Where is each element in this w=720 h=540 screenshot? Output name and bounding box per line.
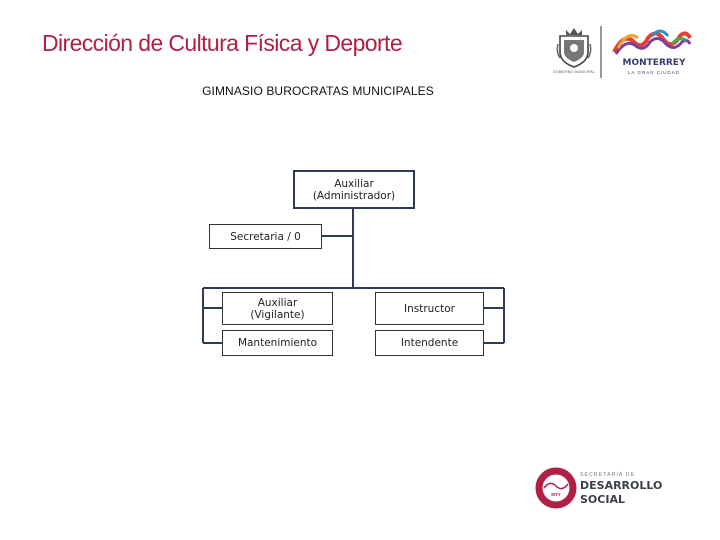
brand-name: MONTERREY [622,58,686,68]
node-vigilante: Auxiliar (Vigilante) [222,292,333,325]
chart-subtitle: GIMNASIO BUROCRATAS MUNICIPALES [202,84,434,98]
node-administrador: Auxiliar (Administrador) [293,170,415,209]
ring-icon [534,466,578,510]
node-instructor: Instructor [375,292,484,325]
node-intendente: Intendente [375,330,484,356]
node-secretaria: Secretaria / 0 [209,224,322,249]
desarrollo-social-logo [534,466,684,514]
brand-tagline: LA GRAN CIUDAD [627,70,680,75]
page-title: Dirección de Cultura Física y Deporte [42,30,403,56]
seal-caption: GOBIERNO MUNICIPAL [552,70,596,74]
ring-label: MTY [551,492,561,497]
secretaria-label: SECRETARÍA DE [580,472,636,478]
node-mantenimiento: Mantenimiento [222,330,333,356]
desarrollo-label: DESARROLLO [580,479,663,492]
social-label: SOCIAL [580,493,625,506]
